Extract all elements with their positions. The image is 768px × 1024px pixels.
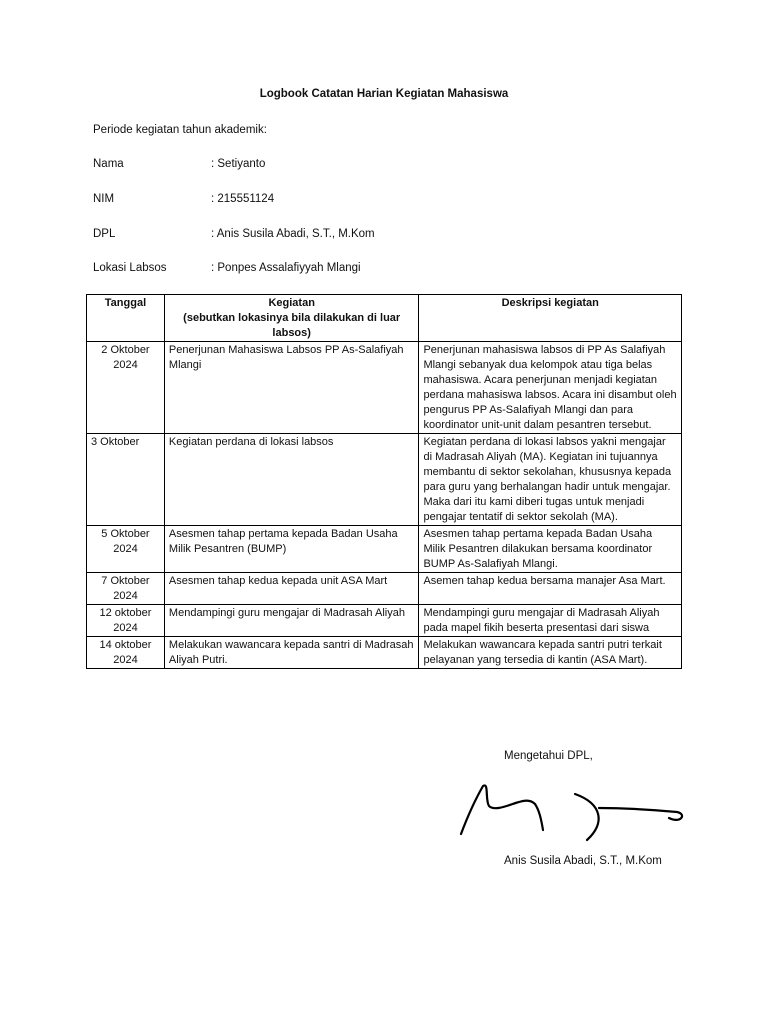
- cell-kegiatan: Melakukan wawancara kepada santri di Madrasah Aliyah Putri.: [164, 637, 419, 669]
- table-row: [87, 573, 682, 605]
- cell-kegiatan: Mendampingi guru mengajar di Madrasah Aliyah: [164, 605, 419, 637]
- field-dpl-label: DPL: [93, 228, 116, 240]
- cell-tanggal: 2 Oktober 2024: [87, 342, 165, 434]
- header-tanggal: Tanggal: [87, 295, 165, 342]
- header-kegiatan: [164, 295, 419, 342]
- header-deskripsi: Deskripsi kegiatan: [419, 295, 682, 342]
- cell-deskripsi: Asesmen tahap pertama kepada Badan Usaha Milik Pesantren dilakukan bersama koordinator BUMP As-Salafiyah Mlangi.: [419, 526, 682, 573]
- cell-kegiatan: Asesmen tahap kedua kepada unit ASA Mart: [164, 573, 419, 605]
- table-row: [87, 637, 682, 669]
- signature-image: [455, 778, 691, 844]
- field-nim-label: NIM: [93, 193, 115, 205]
- field-nama-label: Nama: [93, 158, 124, 170]
- cell-deskripsi: Kegiatan perdana di lokasi labsos yakni mengajar di Madrasah Aliyah (MA). Kegiatan ini tujuannya membantu di sektor sekolahan, khususnya kepada para guru yang berhalangan hadir untuk mengajar. Maka dari itu kami diberi tugas untuk menjadi pengajar tentatif di sektor sekolah (MA).: [419, 434, 682, 526]
- table-row: [87, 605, 682, 637]
- acknowledged-label: Mengetahui DPL,: [504, 750, 593, 762]
- cell-tanggal: 3 Oktober: [87, 434, 165, 526]
- field-lokasi: [93, 262, 361, 274]
- logbook-table: [86, 294, 682, 669]
- cell-deskripsi: Mendampingi guru mengajar di Madrasah Aliyah pada mapel fikih beserta presentasi dari siswa: [419, 605, 682, 637]
- table-row: [87, 434, 682, 526]
- cell-deskripsi: Asemen tahap kedua bersama manajer Asa Mart.: [419, 573, 682, 605]
- cell-tanggal: 14 oktober 2024: [87, 637, 165, 669]
- field-nama: [93, 158, 265, 170]
- cell-kegiatan: Kegiatan perdana di lokasi labsos: [164, 434, 419, 526]
- field-dpl: [93, 228, 375, 240]
- field-lokasi-value: : Ponpes Assalafiyyah Mlangi: [211, 262, 361, 274]
- signer-name: Anis Susila Abadi, S.T., M.Kom: [504, 855, 662, 867]
- cell-kegiatan: Asesmen tahap pertama kepada Badan Usaha Milik Pesantren (BUMP): [164, 526, 419, 573]
- cell-tanggal: 5 Oktober 2024: [87, 526, 165, 573]
- field-nama-value: : Setiyanto: [211, 158, 266, 170]
- page-title: Logbook Catatan Harian Kegiatan Mahasiswa: [259, 88, 509, 100]
- cell-deskripsi: Penerjunan mahasiswa labsos di PP As Salafiyah Mlangi sebanyak dua kelompok atau tiga belas mahasiswa. Acara penerjunan menjadi kegiatan perdana mahasiswa labsos. Acara ini disambut oleh pengurus PP As-Salafiyah Mlangi dan para koordinator unit-unit dalam pesantren tersebut.: [419, 342, 682, 434]
- field-dpl-value: : Anis Susila Abadi, S.T., M.Kom: [211, 228, 375, 240]
- table-row: [87, 342, 682, 434]
- cell-deskripsi: Melakukan wawancara kepada santri putri terkait pelayanan yang tersedia di kantin (ASA Mart).: [419, 637, 682, 669]
- table-header-row: [87, 295, 682, 342]
- field-lokasi-label: Lokasi Labsos: [93, 262, 167, 274]
- field-nim-value: : 215551124: [211, 193, 275, 205]
- cell-tanggal: 7 Oktober 2024: [87, 573, 165, 605]
- header-kegiatan-sub: (sebutkan lokasinya bila dilakukan di luar labsos): [183, 312, 401, 339]
- header-kegiatan-title: Kegiatan: [268, 297, 315, 309]
- cell-tanggal: 12 oktober 2024: [87, 605, 165, 637]
- field-nim: [93, 193, 274, 205]
- cell-kegiatan: Penerjunan Mahasiswa Labsos PP As-Salafiyah Mlangi: [164, 342, 419, 434]
- table-row: [87, 526, 682, 573]
- periode-label: Periode kegiatan tahun akademik:: [93, 124, 267, 136]
